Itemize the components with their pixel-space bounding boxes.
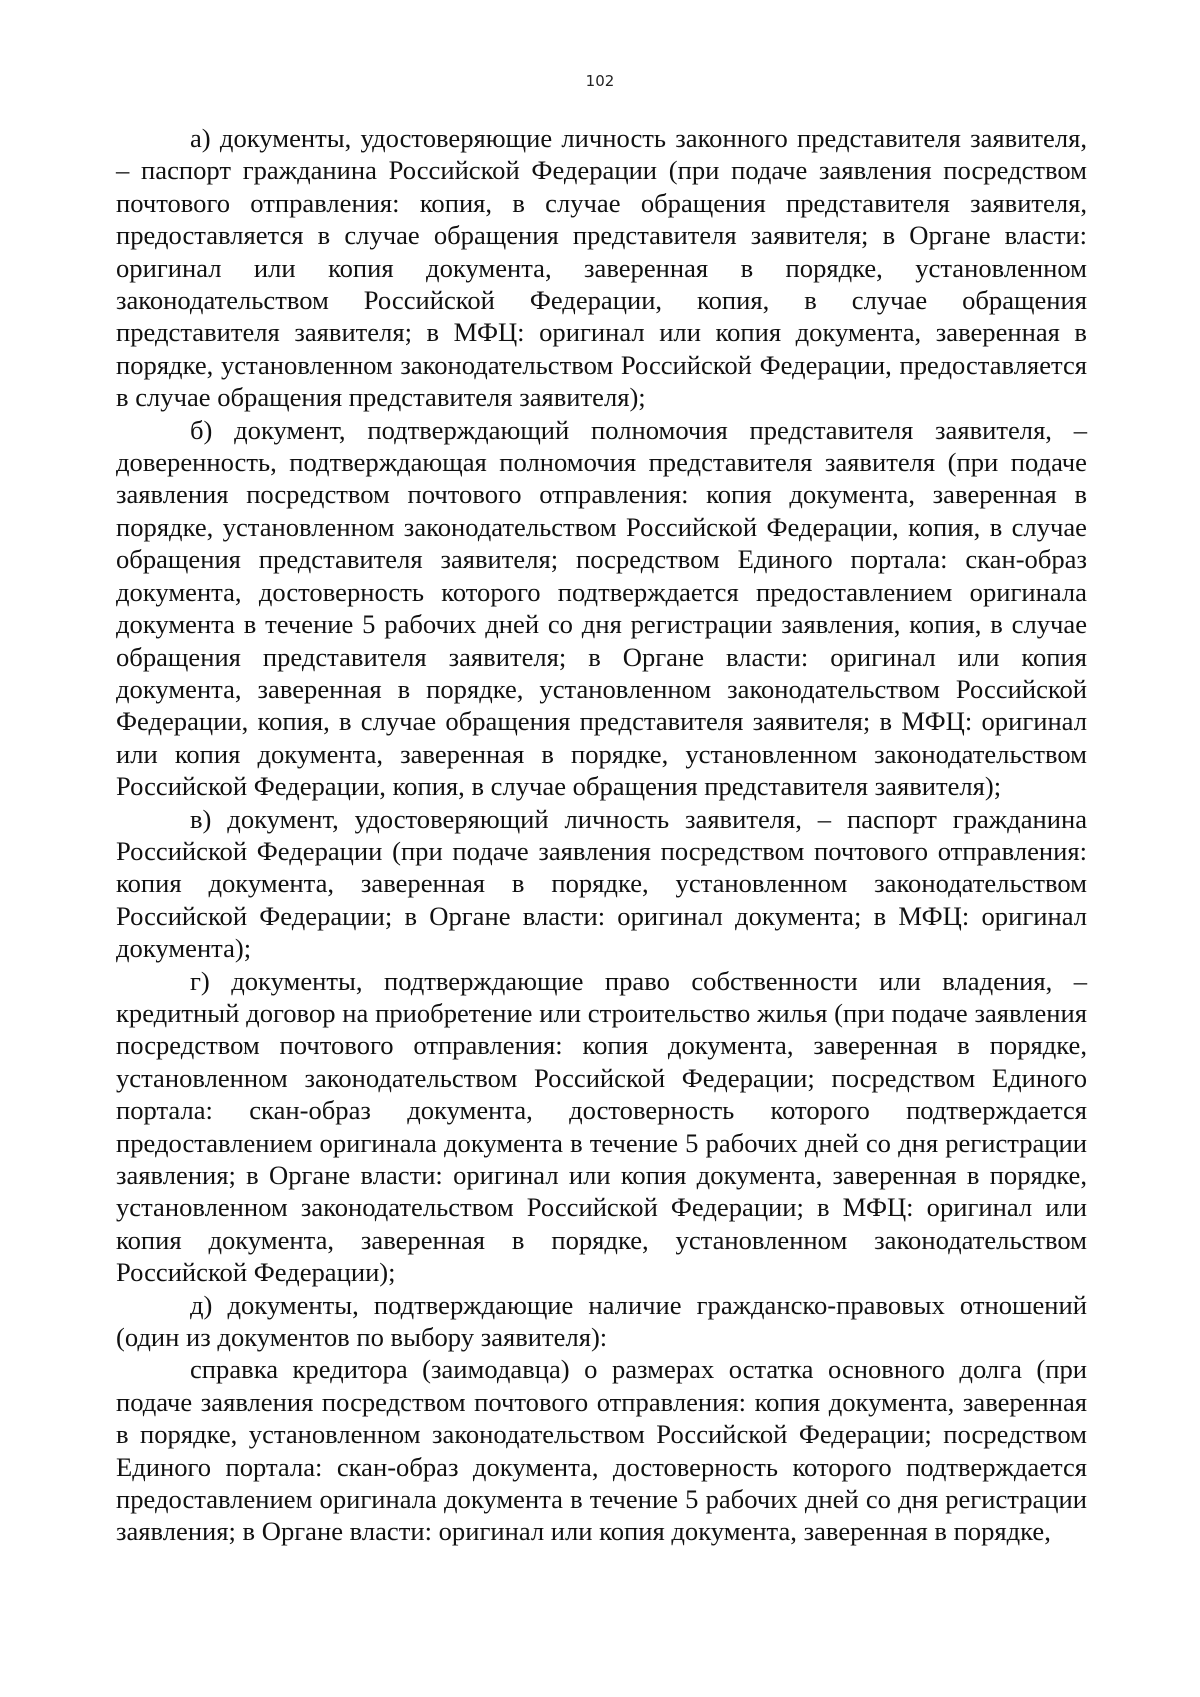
paragraph-b: б) документ, подтверждающий полномочия представителя заявителя, – доверенность, подтверждающая полномочия представителя заявителя (при подаче заявления посредством почтового отправления: копия документа, заверенная в порядке, установленном законодательством Российской Федерации, копия, в случае обращения представителя заявителя; посредством Единого портала: скан-образ документа, достоверность которого подтверждается предоставлением оригинала документа в течение 5 рабочих дней со дня регистрации заявления, копия, в случае обращения представителя заявителя; в Органе власти: оригинал или копия документа, заверенная в порядке, установленном законодательством Российской Федерации, копия, в случае обращения представителя заявителя; в МФЦ: оригинал или копия документа, заверенная в порядке, установленном законодательством Российской Федерации, копия, в случае обращения представителя заявителя);: [116, 414, 1087, 802]
paragraph-a: а) документы, удостоверяющие личность законного представителя заявителя, – паспорт гражданина Российской Федерации (при подаче заявления посредством почтового отправления: копия, в случае обращения представителя заявителя, предоставляется в случае обращения представителя заявителя; в Органе власти: оригинал или копия документа, заверенная в порядке, установленном законодательством Российской Федерации, копия, в случае обращения представителя заявителя; в МФЦ: оригинал или копия документа, заверенная в порядке, установленном законодательством Российской Федерации, предоставляется в случае обращения представителя заявителя);: [116, 123, 1087, 413]
paragraph-g: г) документы, подтверждающие право собственности или владения, – кредитный договор на приобретение или строительство жилья (при подаче заявления посредством почтового отправления: копия документа, заверенная в порядке, установленном законодательством Российской Федерации; посредством Единого портала: скан-образ документа, достоверность которого подтверждается предоставлением оригинала документа в течение 5 рабочих дней со дня регистрации заявления; в Органе власти: оригинал или копия документа, заверенная в порядке, установленном законодательством Российской Федерации; в МФЦ: оригинал или копия документа, заверенная в порядке, установленном законодательством Российской Федерации);: [116, 965, 1087, 1288]
paragraph-v: в) документ, удостоверяющий личность заявителя, – паспорт гражданина Российской Федерации (при подаче заявления посредством почтового отправления: копия документа, заверенная в порядке, установленном законодательством Российской Федерации; в Органе власти: оригинал документа; в МФЦ: оригинал документа);: [116, 803, 1087, 964]
page-number: 102: [585, 72, 615, 90]
document-body: [116, 122, 1087, 1548]
paragraph-d: д) документы, подтверждающие наличие гражданско-правовых отношений (один из документов по выбору заявителя):: [116, 1289, 1087, 1353]
paragraph-creditor-certificate: справка кредитора (заимодавца) о размерах остатка основного долга (при подаче заявления посредством почтового отправления: копия документа, заверенная в порядке, установленном законодательством Российской Федерации; посредством Единого портала: скан-образ документа, достоверность которого подтверждается предоставлением оригинала документа в течение 5 рабочих дней со дня регистрации заявления; в Органе власти: оригинал или копия документа, заверенная в порядке,: [116, 1354, 1087, 1547]
